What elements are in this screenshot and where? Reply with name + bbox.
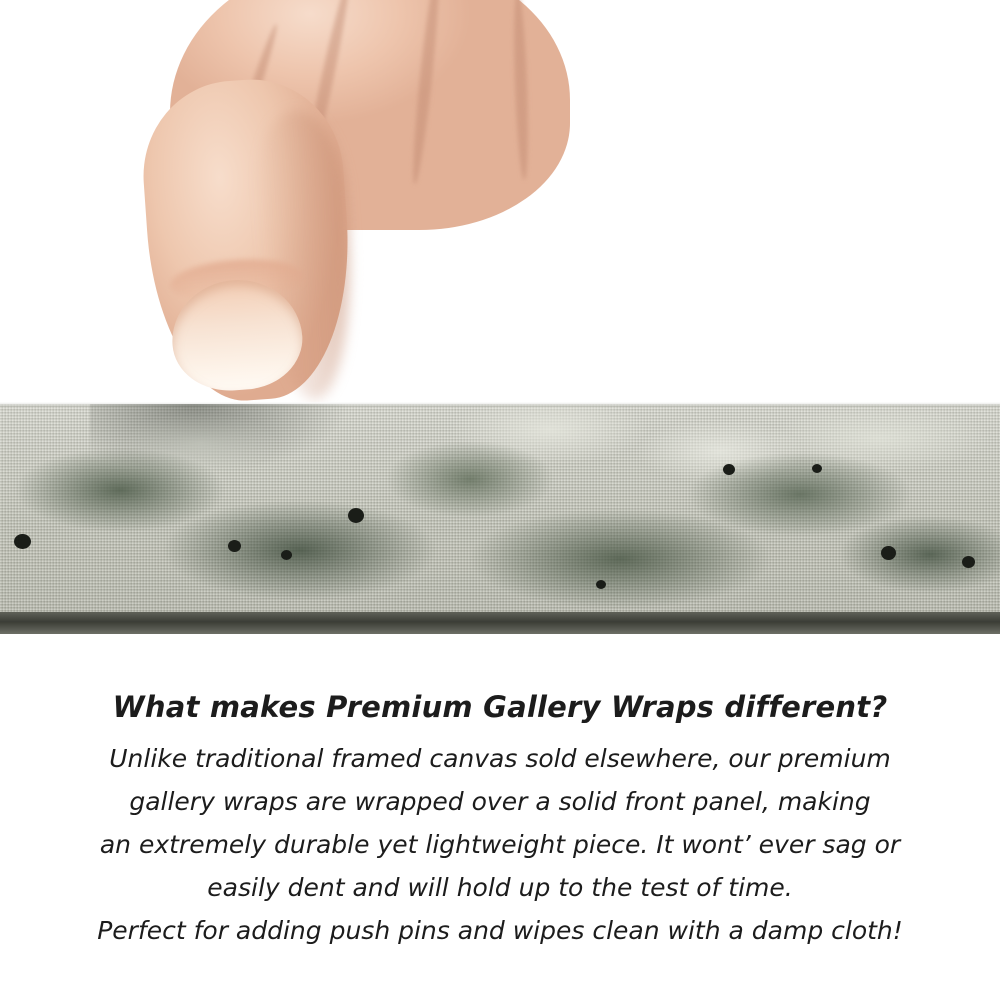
knuckle-crease: [512, 0, 531, 180]
canvas-speck: [962, 556, 975, 568]
caption-block: [0, 690, 1000, 953]
hand-finger-press-icon: [110, 0, 580, 420]
canvas-speck: [596, 580, 606, 589]
caption-line-2: gallery wraps are wrapped over a solid front panel, making: [129, 787, 871, 816]
canvas-back-edge: [0, 612, 1000, 634]
canvas-speck: [281, 550, 292, 560]
canvas-speck: [348, 508, 364, 523]
canvas-speck: [228, 540, 241, 552]
caption-line-3: an extremely durable yet lightweight piece. It wont’ ever sag or: [99, 830, 901, 859]
caption-line-1: Unlike traditional framed canvas sold elsewhere, our premium: [109, 744, 891, 773]
caption-line-5: Perfect for adding push pins and wipes clean with a damp cloth!: [97, 916, 903, 945]
caption-heading: What makes Premium Gallery Wraps different?: [112, 690, 888, 724]
canvas-speck: [881, 546, 896, 560]
canvas-speck: [14, 534, 31, 549]
canvas-speck: [812, 464, 822, 473]
knuckle-crease: [409, 0, 443, 185]
press-shadow: [90, 404, 350, 474]
caption-line-4: easily dent and will hold up to the test of time.: [207, 873, 793, 902]
canvas-speck: [723, 464, 735, 475]
